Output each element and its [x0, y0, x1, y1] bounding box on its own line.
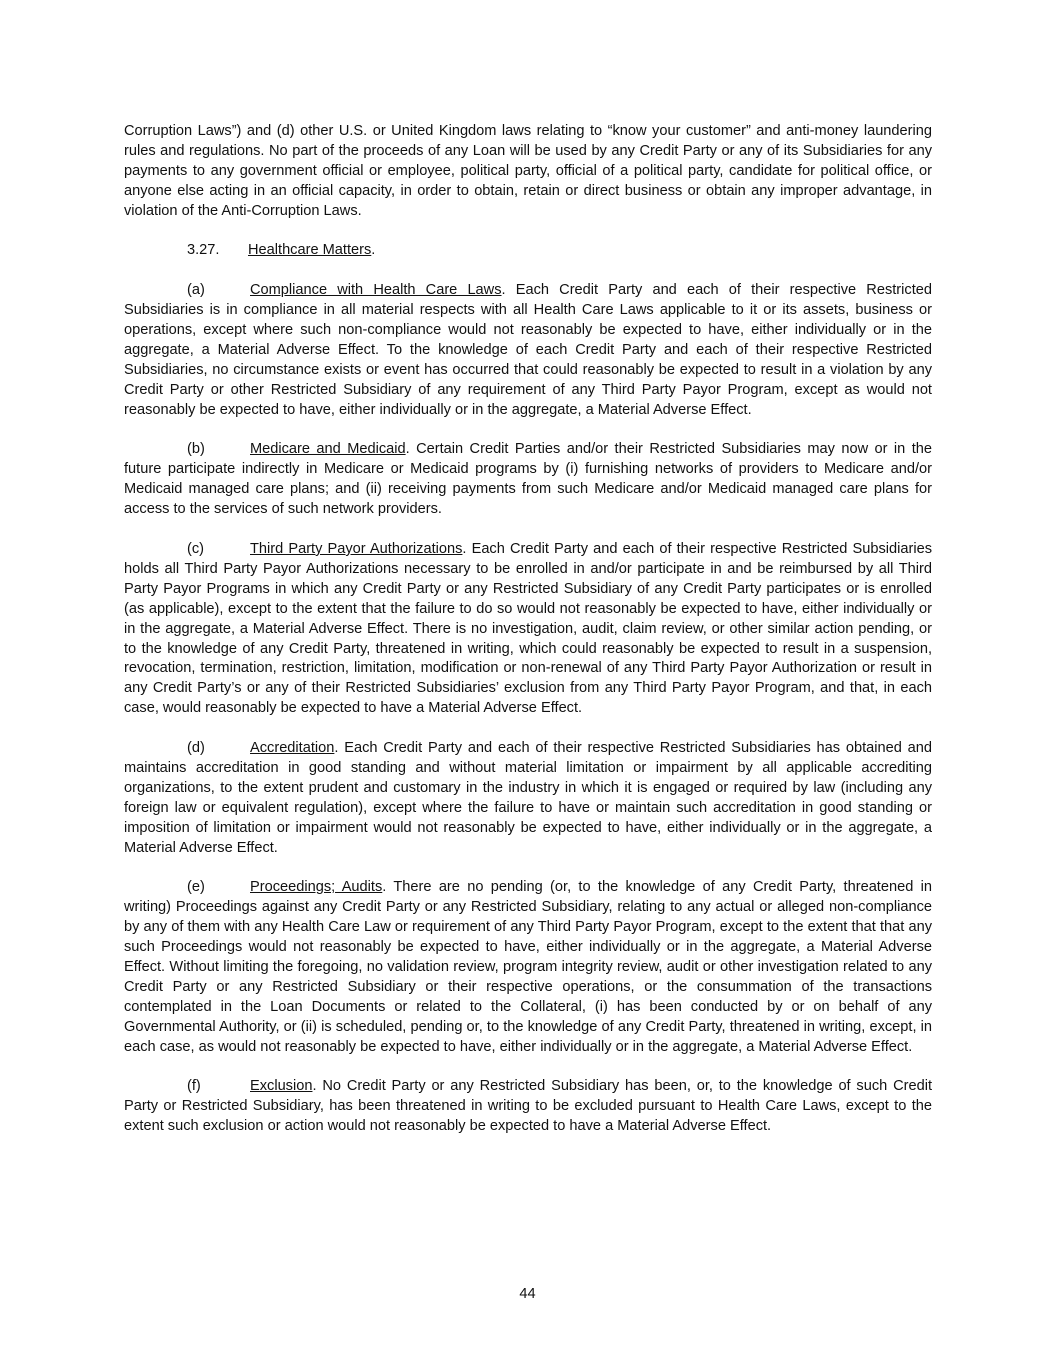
paragraph-text: Certain Credit Parties and/or their Restricted Subsidiaries may now or in the future participate indirectly in Medicare or Medicaid programs by (i) furnishing networks of providers to Medicare and/or Medicaid managed care plans; and (ii) receiving payments from such Medicare and/or Medicaid managed care plans for access to the services of such network providers.	[124, 441, 932, 518]
paragraph-e	[124, 878, 932, 1057]
paragraph-text: There are no pending (or, to the knowledge of any Credit Party, threatened in writing) Proceedings against any Credit Party or any Restricted Subsidiary, relating to any actual or alleged non-compliance by any of them with any Health Care Law or requirement of any Third Party Payor Program, except to the extent that that any such Proceedings would not reasonably be expected to have, either individually or in the aggregate, a Material Adverse Effect. Without limiting the foregoing, no validation review, program integrity review, audit or other investigation related to any Credit Party or any Restricted Subsidiary or their respective operations, or the consummation of the transactions contemplated in the Loan Documents or related to the Collateral, (i) has been conducted by or on behalf of any Governmental Authority, or (ii) is scheduled, pending or, to the knowledge of any Credit Party, threatened in writing, except, in each case, as would not reasonably be expected to have, either individually or in the aggregate, a Material Adverse Effect.	[124, 879, 933, 1055]
paragraph-heading: Compliance with Health Care Laws	[250, 282, 502, 299]
paragraph-text: Each Credit Party and each of their respective Restricted Subsidiaries holds all Third Party Payor Authorizations necessary to be enrolled in and/or participate in and be reimbursed by all Third Party Payor Programs in which any Credit Party or any Restricted Subsidiary of any Credit Party participates or is enrolled (as applicable), except to the extent that the failure to do so would not reasonably be expected to have, either individually or in the aggregate, a Material Adverse Effect. There is no investigation, audit, claim review, or other similar action pending, or to the knowledge of any Credit Party, threatened in writing, which could reasonably be expected to result in a suspension, revocation, termination, restriction, limitation, modification or non-renewal of any Third Party Payor Authorization or result in any Credit Party’s or any of their Restricted Subsidiaries’ exclusion from any Third Party Payor Program, and that, in each case, would reasonably be expected to have a Material Adverse Effect.	[124, 540, 932, 717]
paragraph-label	[124, 440, 250, 460]
intro-paragraph	[124, 122, 932, 222]
paragraph-f	[124, 1077, 932, 1137]
section-heading	[124, 241, 932, 261]
paragraph-label-text: (f)	[187, 1078, 201, 1095]
paragraph-text: Each Credit Party and each of their respective Restricted Subsidiaries has obtained and maintains accreditation in good standing and without material limitation or impairment by all applicable accrediting organizations, to the extent prudent and customary in the industry in which it is engaged or required by law (including any foreign law or equivalent regulation), except where the failure to have or maintain such accreditation in good standing or imposition of limitation or impairment would not reasonably be expected to have, either individually or in the aggregate, a Material Adverse Effect.	[124, 740, 932, 856]
paragraph-label-text: (b)	[187, 441, 205, 458]
paragraph-text: No Credit Party or any Restricted Subsidiary has been, or, to the knowledge of such Credit Party or Restricted Subsidiary, has been threatened in writing to be excluded pursuant to Health Care Laws, except to the extent such exclusion or action would not reasonably be expected to have a Material Adverse Effect.	[124, 1078, 932, 1135]
paragraph-heading-suffix: .	[462, 540, 467, 557]
paragraph-heading: Proceedings; Audits	[250, 879, 383, 896]
page-body	[124, 122, 932, 1157]
paragraph-heading: Medicare and Medicaid	[250, 441, 406, 458]
page-number: 44	[519, 1286, 536, 1302]
paragraph-b	[124, 440, 932, 520]
intro-text: Corruption Laws”) and (d) other U.S. or United Kingdom laws relating to “know your customer” and anti-money laundering rules and regulations. No part of the proceeds of any Loan will be used by any Credit Party or any of its Subsidiaries for any payments to any government official or employee, political party, official of a political party, candidate for political office, or anyone else acting in an official capacity, in order to obtain, retain or direct business or obtain any improper advantage, in violation of the Anti-Corruption Laws.	[124, 123, 932, 219]
paragraph-heading-suffix: .	[405, 441, 410, 458]
paragraph-label-text: (a)	[187, 282, 205, 299]
paragraph-label	[124, 878, 250, 898]
paragraph-text: Each Credit Party and each of their respective Restricted Subsidiaries is in compliance in all material respects with all Health Care Laws applicable to it or its assets, business or operations, except where such non-compliance would not reasonably be expected to have, either individually or in the aggregate, a Material Adverse Effect. To the knowledge of each Credit Party and each of their respective Restricted Subsidiaries, no circumstance exists or event has occurred that could reasonably be expected to result in a violation by any Credit Party or other Restricted Subsidiary of any requirement of any Third Party Payor Program, except as would not reasonably be expected to have, either individually or in the aggregate, a Material Adverse Effect.	[124, 282, 932, 418]
paragraph-heading-suffix: .	[382, 879, 387, 896]
paragraph-d	[124, 739, 932, 858]
paragraph-a	[124, 281, 932, 420]
paragraph-c	[124, 540, 932, 719]
paragraph-heading-suffix: .	[334, 740, 339, 757]
paragraph-heading: Exclusion	[250, 1078, 313, 1095]
paragraph-label	[124, 281, 250, 301]
paragraph-label-text: (c)	[187, 540, 205, 557]
paragraph-label	[124, 540, 250, 560]
section-title-suffix: .	[371, 242, 376, 259]
paragraph-label	[124, 1077, 250, 1097]
paragraph-heading-suffix: .	[312, 1078, 317, 1095]
section-number: 3.27.	[187, 242, 220, 259]
paragraph-label-text: (d)	[187, 740, 205, 757]
paragraph-label-text: (e)	[187, 879, 205, 896]
paragraph-heading-suffix: .	[501, 282, 506, 299]
paragraph-heading: Third Party Payor Authorizations	[250, 540, 463, 557]
paragraph-heading: Accreditation	[250, 740, 335, 757]
paragraph-label	[124, 739, 250, 759]
section-title: Healthcare Matters	[248, 242, 372, 259]
